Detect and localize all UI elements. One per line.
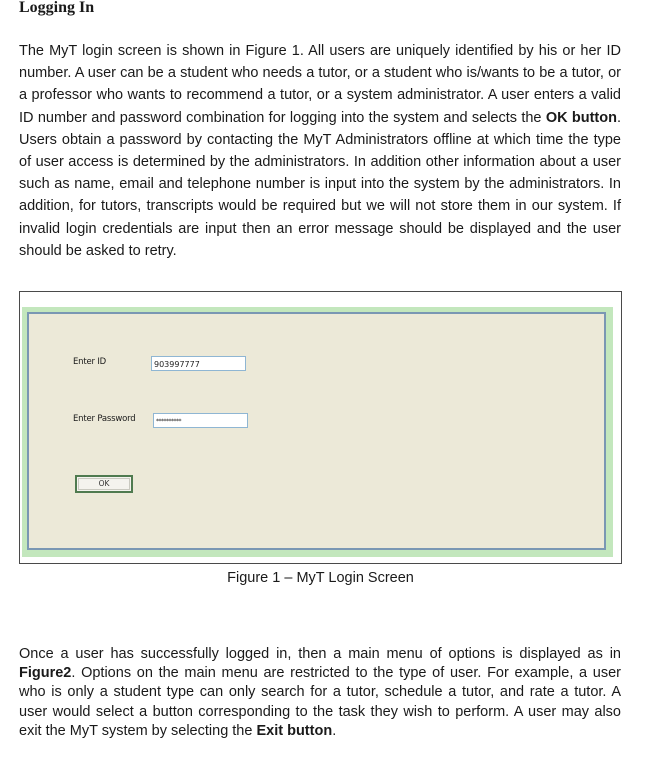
enter-id-label: Enter ID [73,357,106,367]
exit-button-reference: Exit button [256,722,333,739]
paragraph-text: The MyT login screen is shown in Figure 1. All users are uniquely identified by his or her ID number. A user can be a student who needs a tutor, or a student who is/wants to be a tutor, or a professor who wants to recommend a tutor, or a system administrator. A user enters a valid ID number and password combination for logging into the system and selects the [19,43,621,126]
ok-button-reference: OK button [545,109,617,126]
password-input[interactable]: ********** [153,413,248,428]
id-input[interactable]: 903997777 [151,356,246,371]
paragraph-text: . [332,722,337,739]
paragraph-text: . Options on the main menu are restricted to the type of user. For example, a user who is only a student type can only search for a tutor, schedule a tutor, and rate a tutor. A user would select a button corresponding to the task they wish to perform. A user may also exit the MyT system by selecting the [19,665,621,739]
figure-1-frame [19,291,622,564]
ok-button-focus-ring [78,478,130,490]
section-heading: Logging In [19,0,95,16]
figure2-reference: Figure2 [19,665,72,682]
figure-1-caption: Figure 1 – MyT Login Screen [227,570,414,586]
paragraph-text: Once a user has successfully logged in, then a main menu of options is displayed as in [19,646,621,662]
ok-button-label: OK [98,479,110,488]
main-menu-paragraph [19,645,621,741]
intro-paragraph [19,40,621,262]
ok-button[interactable] [75,475,133,493]
paragraph-text: . Users obtain a password by contacting the MyT Administrators offline at which time the type of user access is determined by the administrators. In addition other information about a user such as name, email and telephone number is input into the system by the administrators. In addition, for tutors, transcripts would be required but we will not store them in our system. If invalid login credentials are input then an error message should be displayed and the user should be asked to retry. [19,109,621,259]
enter-password-label: Enter Password [73,414,136,424]
login-window [27,312,606,550]
login-window-border [22,307,613,557]
